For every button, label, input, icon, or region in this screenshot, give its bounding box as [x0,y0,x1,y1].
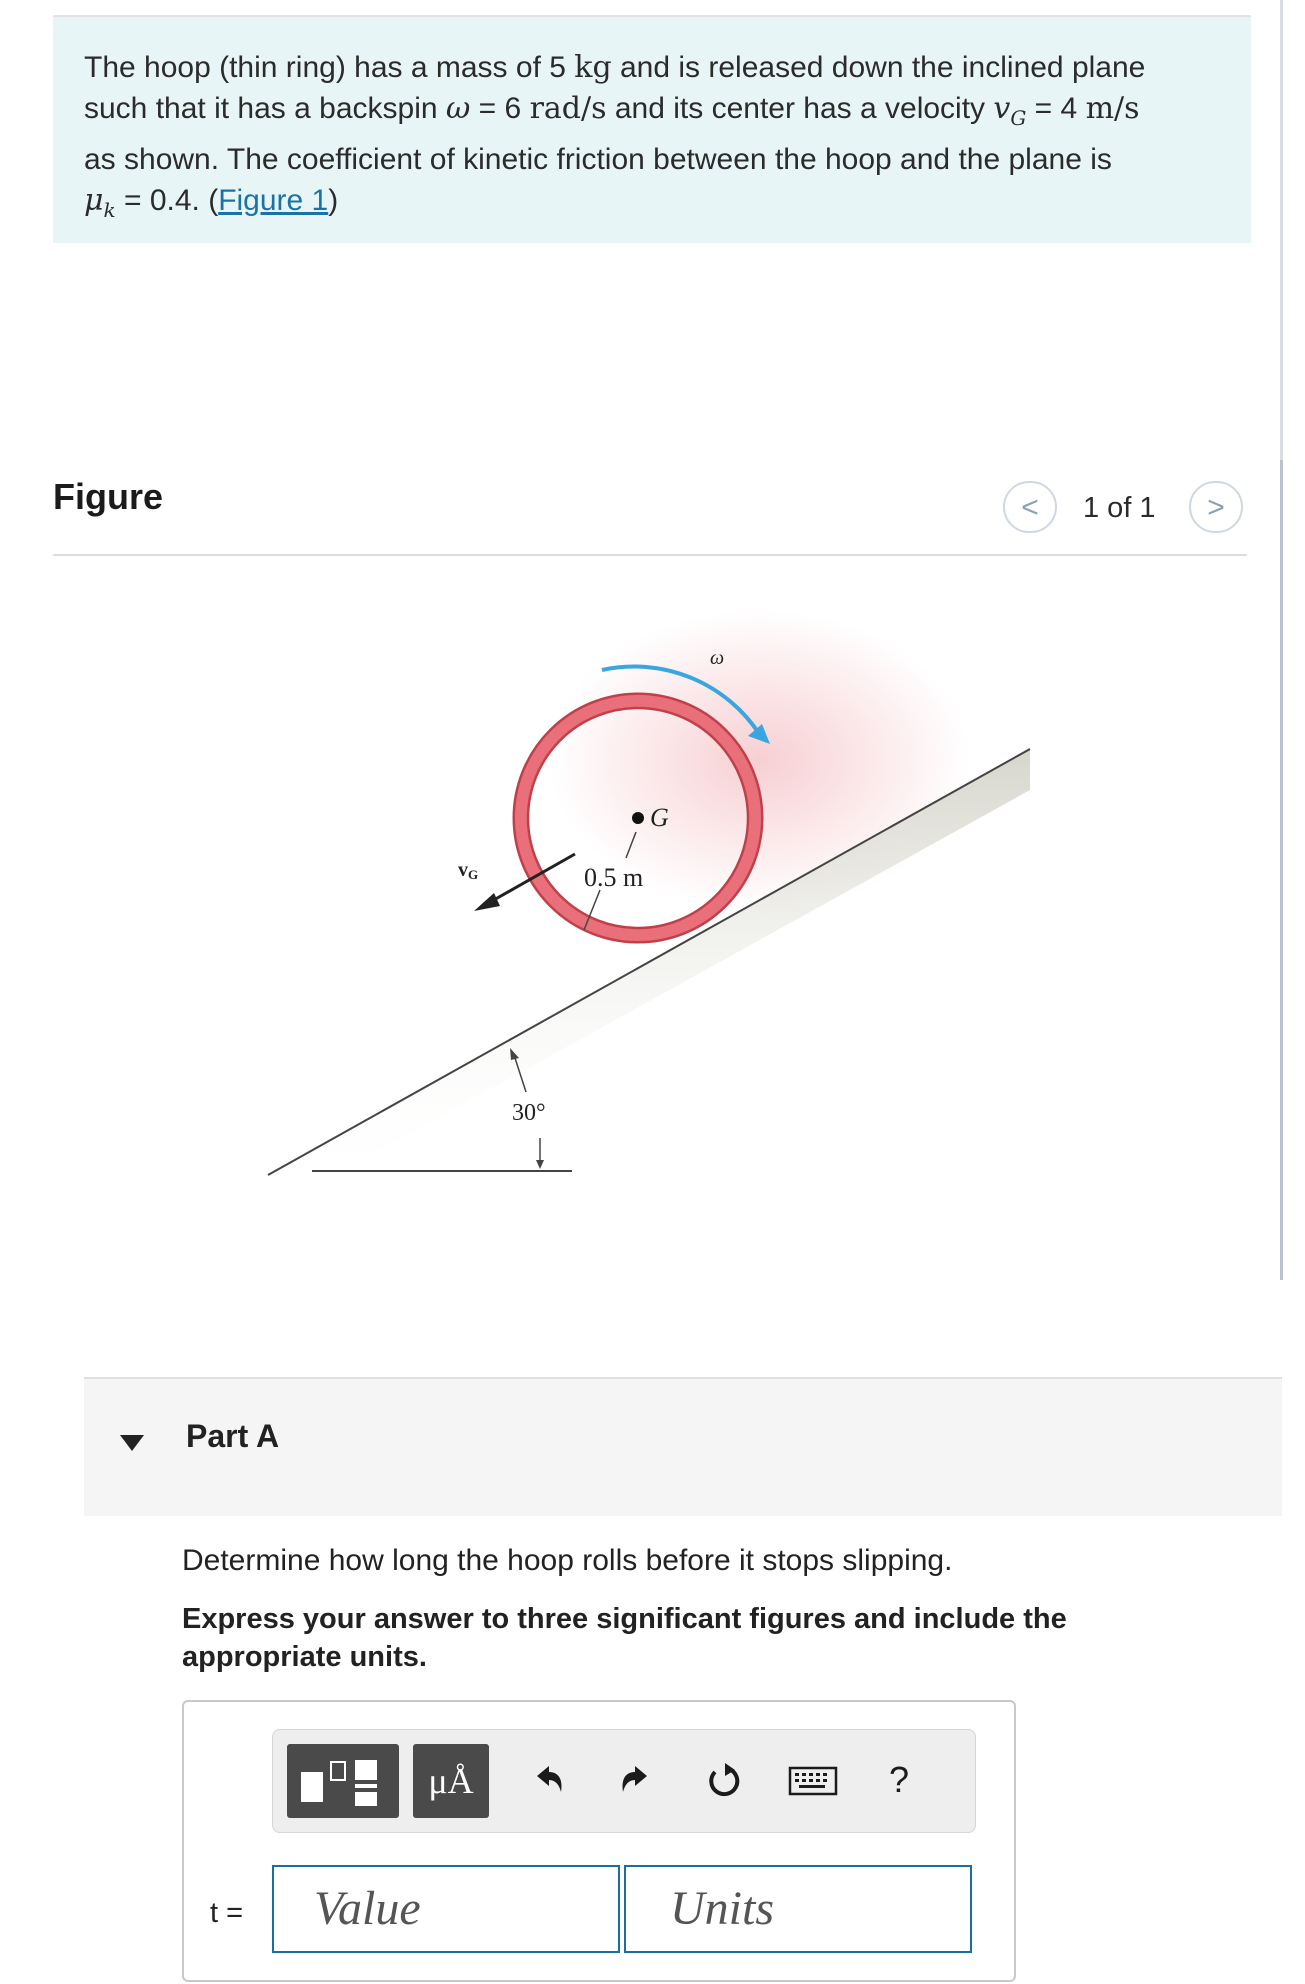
scrollbar-thumb[interactable] [1280,460,1283,1280]
redo-icon [615,1760,655,1800]
omega-label: ω [710,647,725,669]
part-a-header[interactable] [84,1377,1282,1516]
figure-page-count: 1 of 1 [1083,492,1156,524]
velocity-label: vG [458,859,479,882]
units-button[interactable] [413,1744,489,1818]
center-g-point [632,812,644,824]
reset-icon [703,1760,743,1800]
templates-button[interactable] [287,1744,399,1818]
answer-variable-label: t = [210,1897,244,1929]
undo-icon [529,1760,569,1800]
radius-label: 0.5 m [584,863,644,892]
chevron-right-icon: > [1207,491,1225,524]
hoop-incline-diagram [0,560,1280,1200]
redo-button[interactable] [615,1760,655,1800]
figure-title: Figure [53,476,164,517]
units-input[interactable]: Units [624,1865,972,1953]
undo-button[interactable] [529,1760,569,1800]
velocity-arrowhead [474,893,500,911]
angle-label: 30° [512,1100,546,1126]
part-a-title: Part A [186,1418,280,1454]
figure-divider [53,554,1247,556]
keyboard-icon [787,1762,839,1798]
reset-button[interactable] [703,1760,743,1800]
prev-figure-button[interactable] [1003,481,1057,533]
answer-panel [182,1700,1016,1982]
keyboard-button[interactable] [787,1762,839,1798]
templates-icon [287,1744,399,1818]
help-button[interactable] [879,1752,919,1808]
caret-down-icon[interactable] [120,1435,144,1451]
problem-statement [53,17,1251,243]
next-figure-button[interactable] [1189,481,1243,533]
angle-arrow-down [536,1160,544,1169]
answer-toolbar [272,1729,976,1833]
chevron-left-icon: < [1021,491,1039,524]
problem-text: The hoop (thin ring) has a mass of 5 kg and is released down the inclined plane such that it has a backspin ω = 6 rad/s and its center has a velocity $v_G = 4$ m/s as shown. The coefficient of kinetic friction between the hoop and the plane is $\mu_k = 0.4$. (Figure 1) [84,50,1146,222]
help-icon: ? [888,1759,910,1800]
units-icon: μÅ [428,1761,474,1801]
instruction-text: Express your answer to three significant figures and include the appropriate units. [182,1603,1067,1673]
g-label: G [650,803,669,832]
figure-1-link[interactable]: Figure 1 [218,184,329,217]
value-input[interactable]: Value [272,1865,620,1953]
question-text: Determine how long the hoop rolls before it stops slipping. [182,1544,953,1577]
